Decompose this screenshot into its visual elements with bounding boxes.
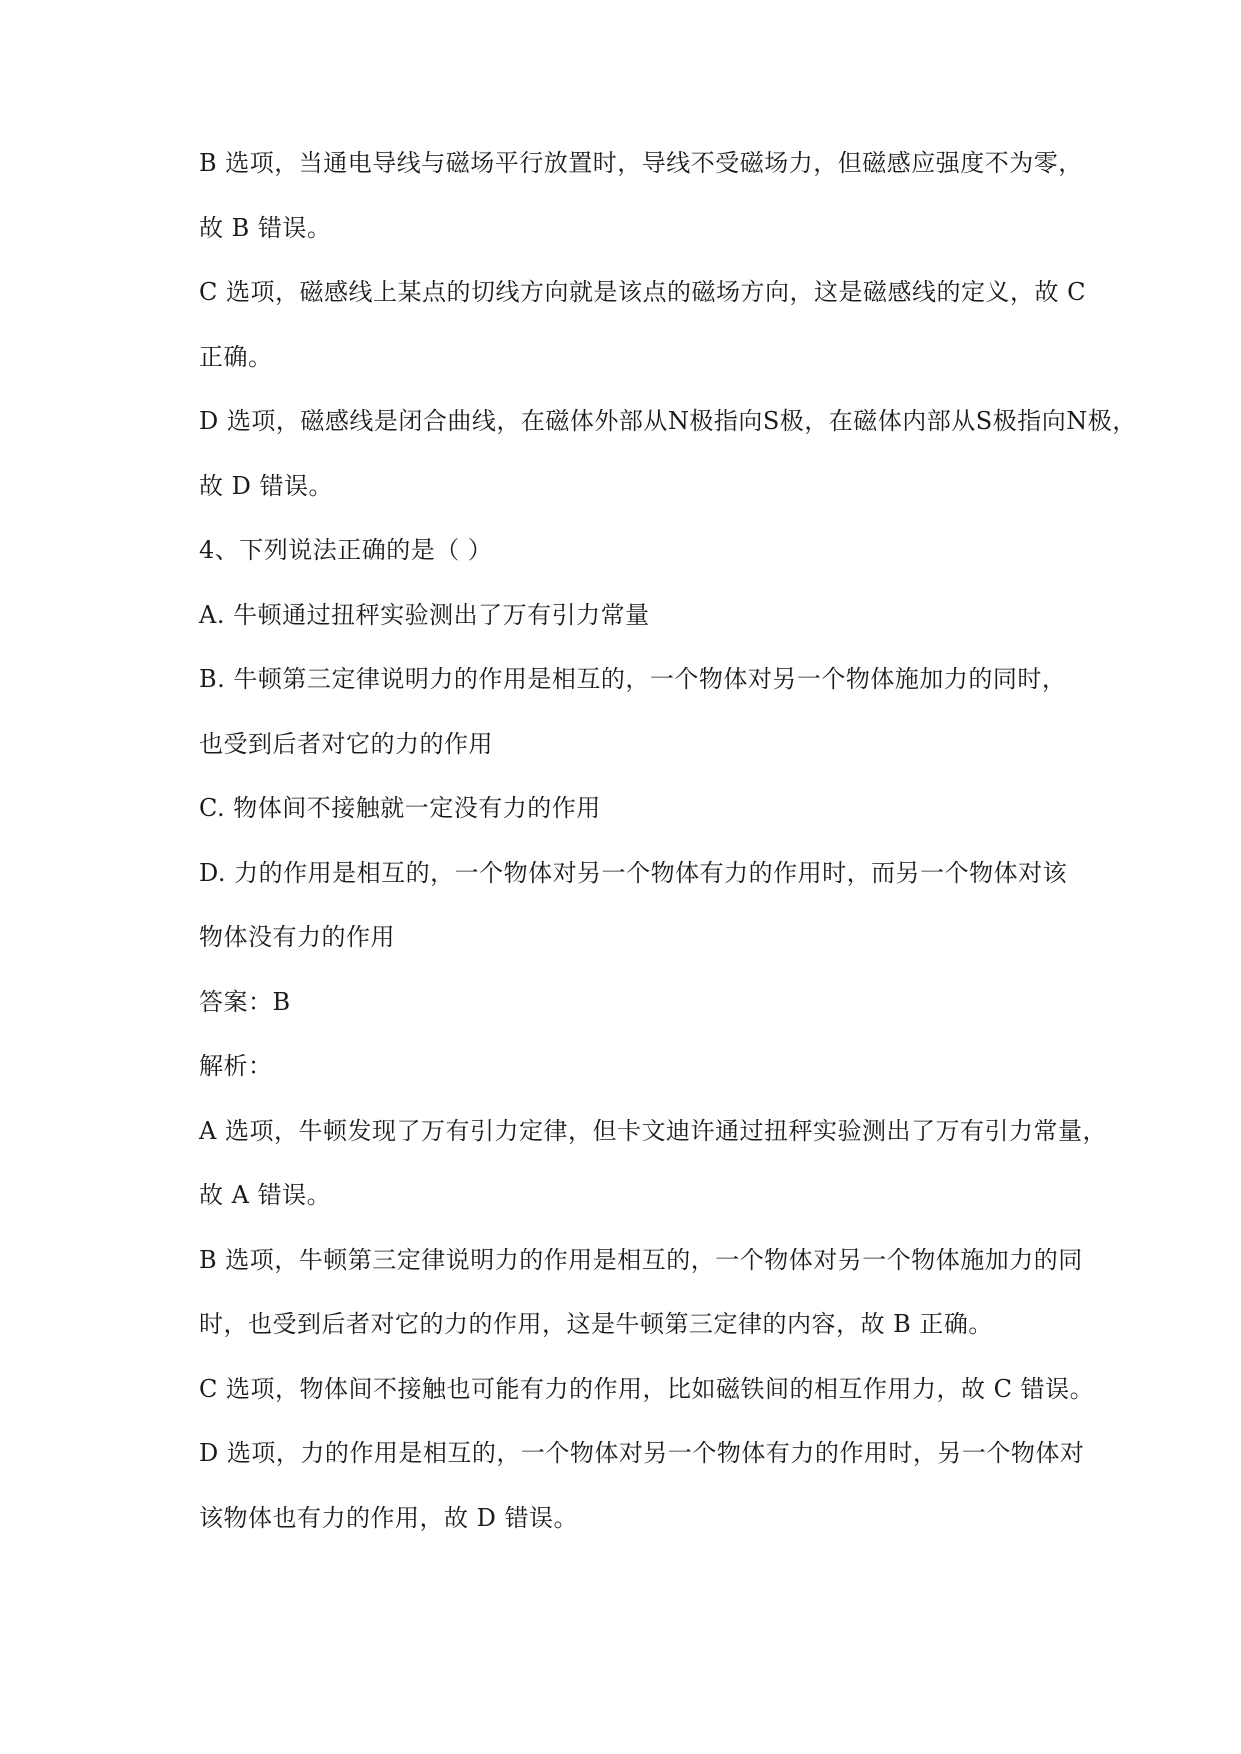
option-a: A. 牛顿通过扭秤实验测出了万有引力常量	[199, 600, 650, 629]
text-line: A 选项，牛顿发现了万有引力定律，但卡文迪许通过扭秤实验测出了万有引力常量，	[199, 1116, 1107, 1145]
text-line: D 选项，力的作用是相互的，一个物体对另一个物体有力的作用时，另一个物体对	[199, 1439, 1085, 1467]
text-line: 故 A 错误。	[199, 1181, 332, 1209]
text-line: 故 B 错误。	[199, 213, 332, 242]
question-title: 4、下列说法正确的是（ ）	[199, 536, 493, 564]
answer-line: 答案：B	[199, 987, 291, 1016]
option-b: B. 牛顿第三定律说明力的作用是相互的，一个物体对另一个物体施加力的同时，	[199, 665, 1067, 693]
text-line: 该物体也有力的作用，故 D 错误。	[199, 1503, 578, 1532]
text-line: B 选项，牛顿第三定律说明力的作用是相互的，一个物体对另一个物体施加力的同	[199, 1245, 1083, 1274]
text-line: 正确。	[199, 342, 273, 371]
option-c: C. 物体间不接触就一定没有力的作用	[199, 794, 601, 822]
text-line: B 选项，当通电导线与磁场平行放置时，导线不受磁场力，但磁感应强度不为零，	[199, 149, 1083, 177]
analysis-heading: 解析：	[199, 1052, 273, 1080]
option-d: D. 力的作用是相互的，一个物体对另一个物体有力的作用时，而另一个物体对该	[199, 858, 1068, 887]
text-line: 故 D 错误。	[199, 471, 333, 500]
text-line: C 选项，磁感线上某点的切线方向就是该点的磁场方向，这是磁感线的定义，故 C	[199, 278, 1086, 306]
text-line: D 选项，磁感线是闭合曲线，在磁体外部从N极指向S极，在磁体内部从S极指向N极，	[199, 407, 1137, 435]
option-b-continued: 也受到后者对它的力的作用	[199, 729, 493, 758]
document-body	[199, 143, 1137, 1562]
text-line: C 选项，物体间不接触也可能有力的作用，比如磁铁间的相互作用力，故 C 错误。	[199, 1374, 1095, 1403]
option-d-continued: 物体没有力的作用	[199, 923, 395, 951]
text-line: 时，也受到后者对它的力的作用，这是牛顿第三定律的内容，故 B 正确。	[199, 1310, 993, 1338]
